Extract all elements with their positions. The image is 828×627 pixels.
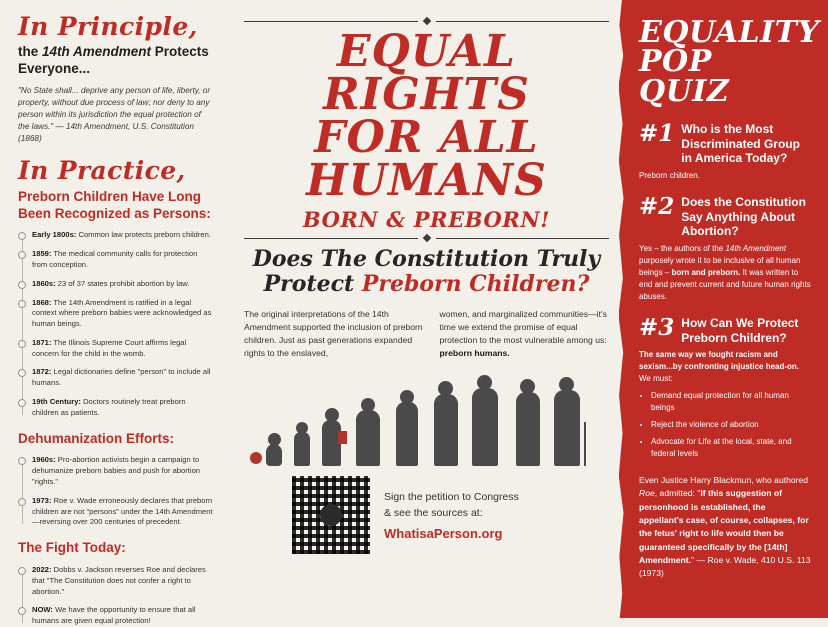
list-item [32,279,214,290]
silhouette-baby [266,444,282,466]
silhouette-elder-head [520,379,535,394]
timeline-text: We have the opportunity to ensure that all humans are given equal protection! [32,605,196,626]
timeline-text: 23 of 37 states prohibit abortion by law. [55,278,190,288]
list-item: • Reject the violence of abortion [651,419,812,431]
timeline-text: Roe v. Wade erroneously declares that preborn children are not "persons" under the 14th Amendment—reversing over 200 centuries of precedent. [32,495,213,527]
body-column-1: The original interpretations of the 14th Amendment supported the inclusion of preborn children. Just as past generations expanded rights to the enslaved, [244,309,423,358]
timeline-text: Dobbs v. Jackson reverses Roe and declares that "The Constitution does not confer a right to abortion." [32,565,206,596]
question-line-2-highlight: Preborn Children? [361,270,590,297]
quiz-answer-2 [639,243,812,303]
question-line-1: Does The Constitution Truly [252,246,601,273]
divider-line [244,238,418,239]
timeline-text: Pro-abortion activists begin a campaign to dehumanize preborn babies and push for abortion "rights." [32,455,201,487]
closing-mid: , admitted: " [654,488,701,499]
timeline-label: 1859: [32,249,52,259]
silhouette-elder-cane [554,390,580,466]
silhouette-toddler [294,432,310,466]
people-silhouettes-illustration [244,370,609,466]
quiz-question-2-header [639,195,812,239]
quiz-answer-2-emphasis: 14th Amendment [725,243,787,253]
silhouette-adult-woman [434,394,458,466]
body-col2-bold: preborn humans. [439,347,510,358]
timeline-label: 1960s: [32,455,56,465]
title-line-2: FOR ALL HUMANS [306,112,547,207]
timeline-text: Legal dictionaries define "person" to include all humans. [32,367,211,388]
divider-line [244,21,418,22]
timeline-label: 1871: [32,337,52,347]
petition-line-1: Sign the petition to Congress [384,490,519,503]
amendment-quote: "No State shall... deprive any person of life, liberty, or property, without due process of law; nor deny to any person within its jurisdiction the equal protection of the laws." — 14th Amendment, U.S. Constitution (1868) [18,86,211,143]
silhouette-adult-man-head [477,375,492,390]
timeline-text: The 14th Amendment is ratified in a legal context where preborn babies were acknowledged as human beings. [32,297,212,329]
constitution-question-heading [244,247,609,296]
list-item [32,565,214,597]
petition-row [244,476,609,554]
timeline-text: Doctors routinely treat preborn children as patients. [32,397,186,417]
quiz-answer-2-post: It was written to end and prevent current and future human rights abuses. [639,267,811,301]
website-link[interactable]: WhatisaPerson.org [384,526,503,542]
body-column-2 [439,308,609,360]
question-line-2-pre: Protect [263,270,362,297]
list-item: • Demand equal protection for all human beings [651,390,812,414]
quiz-number-3: #3 [639,313,675,341]
list-item [32,397,214,419]
quiz-question-1-header [639,122,812,166]
title-line-1: EQUAL RIGHTS [323,26,530,121]
timeline-label: 2022: [32,565,52,575]
qr-code-icon[interactable] [292,476,370,554]
divider-bottom [244,235,609,241]
left-subheading-recognized-as-persons: Preborn Children Have Long Been Recognized as Persons: [18,188,211,221]
timeline-label: 19th Century: [32,397,81,407]
closing-bold: If this suggestion of personhood is established, the appellant's case, of course, collapses, for the fetus' right to life would then be guaranteed specifically by the [14th] Amendment. [639,488,809,566]
main-title [244,26,609,233]
quiz-answer-2-bold: born and preborn. [671,267,741,277]
middle-column [234,0,619,618]
closing-emphasis: Roe [639,488,655,499]
left-heading-in-principle: In Principle, [18,12,198,41]
quiz-question-2 [639,195,812,303]
quiz-answer-2-pre: Yes – the authors of the [639,243,726,253]
timeline-dehumanization [18,455,214,528]
pop-quiz-title-line-2: POP QUIZ [639,44,730,109]
petition-text [384,476,519,544]
timeline-text: The Illinois Supreme Court affirms legal concern for the child in the womb. [32,337,187,358]
list-item [32,605,214,627]
timeline-label: 1868: [32,297,52,307]
silhouette-girl-head [361,398,375,412]
quiz-title-1: Who is the Most Discriminated Group in America Today? [681,122,800,166]
body-text [244,308,609,360]
timeline-label: NOW: [32,605,53,615]
left-column [0,0,228,626]
list-item: • Advocate for Life at the local, state, and federal levels [651,436,812,460]
quiz-question-1 [639,122,812,182]
list-item [32,338,214,360]
petition-line-2: & see the sources at: [384,506,483,519]
silhouette-cane [584,422,586,466]
quiz-number-1: #1 [639,120,675,148]
silhouette-child-head [325,408,339,422]
sub1-post: Protects Everyone... [18,44,209,77]
diamond-icon [422,234,430,242]
silhouette-ball [250,452,262,464]
list-item [32,455,214,487]
silhouette-elder-cane-head [559,377,574,392]
closing-pre: Even Justice Harry Blackmun, who authored [639,475,809,486]
quiz-answer-2-mid: purposely wrote it to be inclusive of all human beings – [639,255,801,277]
quiz-question-3-header [639,313,812,345]
timeline-label: 1973: [32,495,52,505]
silhouette-toddler-head [296,422,308,434]
pop-quiz-title [639,15,820,109]
body-col2-pre: women, and marginalized communities—it's time we extend the promise of equal protection to the most vulnerable among us: [439,309,607,346]
list-item [32,230,214,241]
timeline-text: The medical community calls for protection from conception. [32,249,198,270]
timeline-text: Common law protects preborn children. [76,230,211,240]
quiz-answer-1: Preborn children. [639,171,700,181]
silhouette-teen [396,402,418,466]
quiz-answer-3-bullets [639,390,812,460]
quiz-answer-3-bold: The same way we fought racism and sexism...by confronting injustice head-on. [639,350,800,372]
left-heading-in-practice: In Practice, [18,156,186,186]
closing-post: " — Roe v. Wade, 410 U.S. 113 (1973) [639,555,811,579]
quiz-answer-3 [639,349,812,385]
quiz-question-3 [639,313,812,460]
list-item [32,298,214,330]
silhouette-baby-head [268,433,281,446]
silhouette-teen-head [400,390,414,404]
silhouette-adult-woman-head [438,381,453,396]
timeline-label: Early 1800s: [32,230,77,240]
list-item [32,367,214,389]
list-item [32,249,214,271]
timeline-recognition [18,230,214,418]
left-subheading-14th-amendment [18,44,214,78]
diamond-icon [422,17,430,25]
quiz-answer-3-post: We must: [639,374,673,384]
pop-quiz-title-line-1: EQUALITY [639,15,820,50]
title-line-3: BORN & PREBORN! [302,207,551,233]
left-heading-dehumanization: Dehumanization Efforts: [18,430,175,446]
silhouette-elder [516,392,540,466]
sub1-emphasis: 14th Amendment [42,44,152,60]
right-panel-pop-quiz [619,0,828,618]
silhouette-book-red [338,431,347,444]
quiz-title-2: Does the Constitution Say Anything About Abortion? [681,195,806,239]
quiz-title-3: How Can We Protect Preborn Children? [681,315,799,345]
left-heading-fight-today: The Fight Today: [18,540,126,556]
divider-top [244,18,609,24]
timeline-label: 1860s: [32,278,56,288]
silhouette-adult-man [472,388,498,466]
divider-line [436,21,610,22]
quiz-number-2: #2 [639,193,675,221]
blackmun-quote [639,474,812,581]
divider-line [436,238,610,239]
list-item [32,496,214,528]
timeline-label: 1872: [32,367,52,377]
silhouette-girl [356,410,380,466]
sub1-pre: the [18,44,43,60]
